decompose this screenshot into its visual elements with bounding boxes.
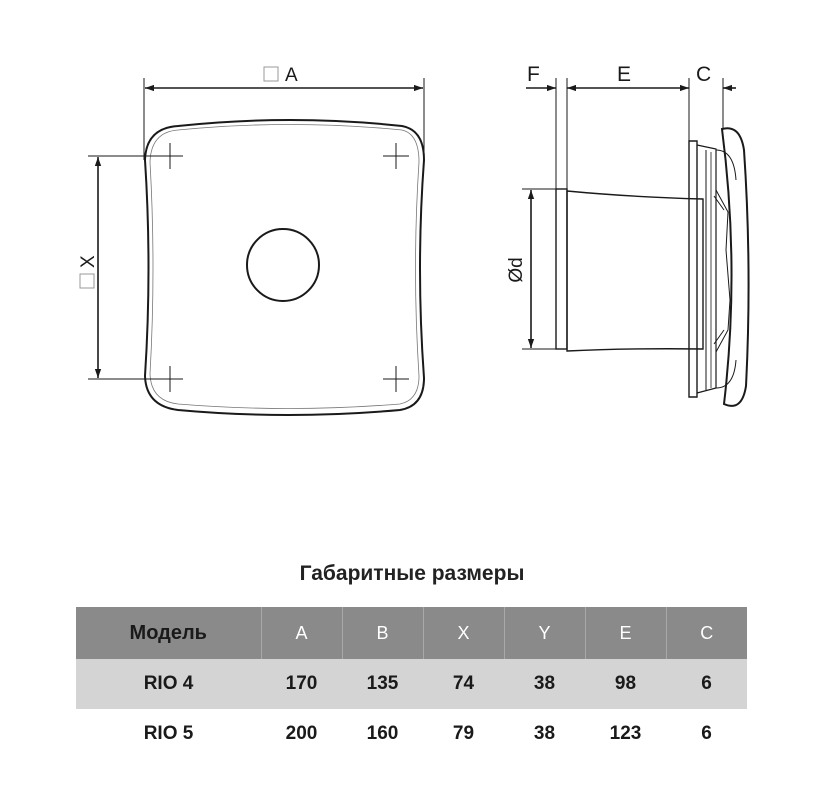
center-hub [247,229,319,301]
front-panel-outline [145,120,424,415]
square-symbol-a [264,67,278,81]
table-header-row [76,607,747,659]
cell-model: RIO 4 [143,673,194,694]
dimension-label-a: A [285,65,298,86]
cell-b: 160 [366,723,399,744]
dimension-label-e: E [617,63,632,86]
table-row [76,709,747,759]
dimension-label-f: F [527,63,540,86]
cell-e: 98 [614,673,637,694]
mount-hole-marks [157,143,409,392]
dimensions-table [76,607,747,759]
header-b: B [342,607,423,659]
cell-c: 6 [701,673,712,694]
duct-flange [556,189,567,349]
table-row [76,659,747,709]
header-e: E [585,607,666,659]
header-c: C [666,607,747,659]
square-symbol-x [80,274,94,288]
cell-a: 200 [285,723,318,744]
front-view [88,78,424,415]
dimension-label-d: Ød [506,257,527,283]
header-a: A [261,607,342,659]
cell-y: 38 [533,723,556,744]
front-panel-inner-line [150,125,419,409]
cell-x: 79 [452,723,475,744]
duct-body [567,191,703,351]
dimension-label-c: C [696,63,712,86]
dimension-label-x: X [78,255,99,268]
cell-model: RIO 5 [143,723,194,744]
header-x: X [423,607,504,659]
header-y: Y [504,607,585,659]
cell-a: 170 [285,673,318,694]
cell-y: 38 [533,673,556,694]
mount-plate [689,141,697,397]
cell-e: 123 [609,723,642,744]
cell-x: 74 [452,673,475,694]
header-model: Модель [129,621,207,644]
table-title: Габаритные размеры [299,562,525,585]
cell-b: 135 [366,673,399,694]
side-view [522,78,749,406]
cell-c: 6 [701,723,712,744]
